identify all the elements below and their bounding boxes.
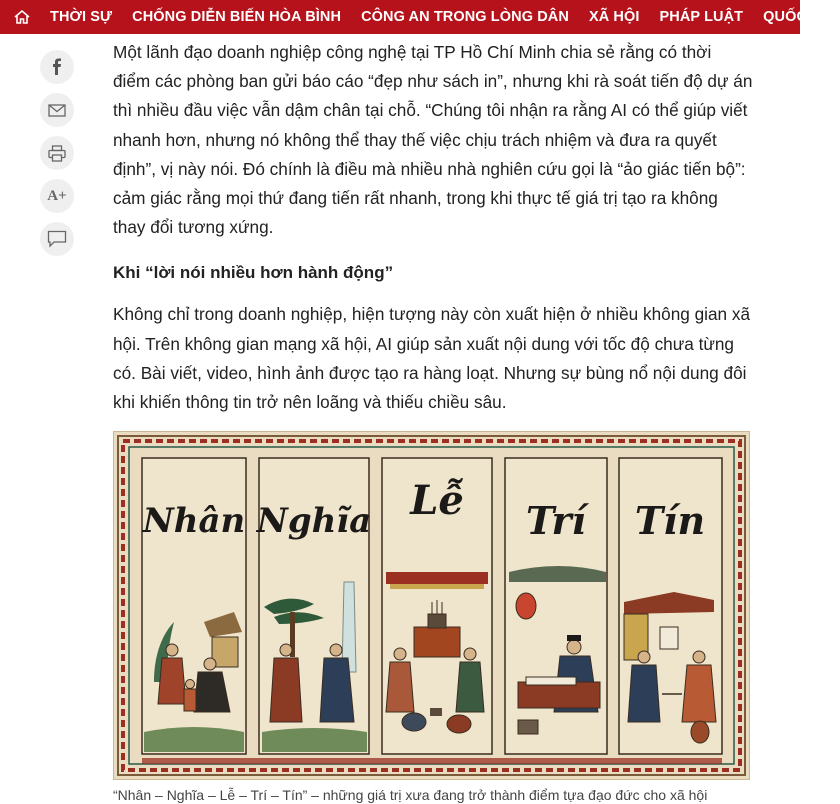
- font-size-icon: A+: [47, 187, 67, 204]
- nav-item-cong-an[interactable]: CÔNG AN TRONG LÒNG DÂN: [361, 9, 569, 25]
- panel-title-tin: Tín: [634, 498, 706, 543]
- font-size-button[interactable]: [40, 179, 74, 213]
- home-button[interactable]: [0, 0, 44, 34]
- comment-button[interactable]: [40, 222, 74, 256]
- nav-item-phap-luat[interactable]: PHÁP LUẬT: [659, 9, 744, 25]
- mail-icon: [48, 104, 66, 117]
- top-navigation: [0, 0, 830, 34]
- article-body: [113, 38, 753, 417]
- article-paragraph: Không chỉ trong doanh nghiệp, hiện tượng này còn xuất hiện ở nhiều không gian xã hội. Trên không gian mạng xã hội, AI giúp sản xuất nội dung với tốc độ chưa từng có. Bài viết, video, hình ảnh được tạo ra hàng loạt. Nhưng sự bùng nổ nội dung đôi khi khiến thông tin trở nên loãng và thiếu chiều sâu.: [113, 304, 751, 413]
- image-caption: “Nhân – Nghĩa – Lễ – Trí – Tín” – những giá trị xưa đang trở thành điểm tựa đạo đức cho xã hội: [113, 787, 708, 803]
- folk-painting-illustration: [114, 432, 749, 779]
- comment-icon: [47, 230, 67, 248]
- panel-title-tri: Trí: [526, 498, 586, 543]
- article-subheading: Khi “lời nói nhiều hơn hành động”: [113, 263, 394, 283]
- article-paragraph: Một lãnh đạo doanh nghiệp công nghệ tại TP Hồ Chí Minh chia sẻ rằng có thời điểm các phòng ban gửi báo cáo “đẹp như sách in”, nhưng khi rà soát tiến độ dự án thì nhiều đầu việc vẫn dậm chân tại chỗ. “Chúng tôi nhận ra rằng AI có thể giúp viết nhanh hơn, nhưng nó không thể thay thế việc chịu trách nhiệm và đưa ra quyết định”, vị này nói. Đó chính là điều mà nhiều nhà nghiên cứu gọi là “ảo giác tiến bộ”: cảm giác rằng mọi thứ đang tiến rất nhanh, trong khi thực tế giá trị tạo ra không thay đổi tương xứng.: [113, 42, 753, 238]
- nav-item-quoc-te[interactable]: QUỐC TẾ: [763, 9, 830, 25]
- home-icon: [13, 9, 31, 25]
- panel-title-nghia: Nghĩa: [256, 501, 372, 541]
- nav-item-xa-hoi[interactable]: XÃ HỘI: [588, 9, 640, 25]
- facebook-icon: [51, 58, 63, 76]
- share-bar: [40, 50, 76, 265]
- nav-item-chong-dien-bien[interactable]: CHỐNG DIỄN BIẾN HÒA BÌNH: [132, 9, 342, 25]
- facebook-share-button[interactable]: [40, 50, 74, 84]
- print-icon: [48, 145, 66, 162]
- panel-title-le: Lễ: [410, 477, 464, 524]
- panel-title-nhan: Nhân: [142, 501, 246, 541]
- email-share-button[interactable]: [40, 93, 74, 127]
- print-button[interactable]: [40, 136, 74, 170]
- article-illustration: [113, 431, 750, 780]
- nav-item-thoi-su[interactable]: THỜI SỰ: [50, 9, 113, 25]
